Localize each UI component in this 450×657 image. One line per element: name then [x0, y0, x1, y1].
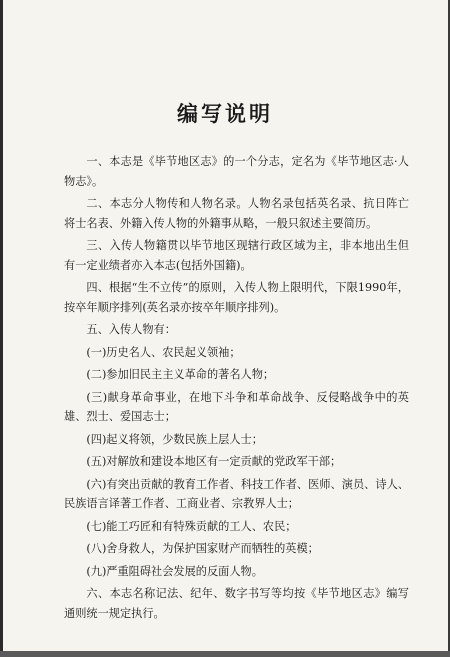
- paragraph-1: 一、本志是《毕节地区志》的一个分志，定名为《毕节地区志·人物志》。: [64, 155, 409, 188]
- list-item-4: (四)起义将领，少数民族上层人士；: [86, 432, 263, 446]
- document-body: [64, 152, 409, 626]
- page-title: 编写说明: [177, 102, 273, 126]
- paragraph-2: 二、本志分人物传和人物名录。人物名录包括英名录、抗日阵亡将士名表、外籍入传人物的外籍事从略，一般只叙述主要简历。: [64, 197, 409, 230]
- list-item-3: (三)献身革命事业，在地下斗争和革命战争、反侵略战争中的英雄、烈士、爱国志士；: [64, 390, 409, 423]
- page-bottom-edge: [0, 651, 450, 657]
- paragraph-closing: 六、本志名称记法、纪年、数字书写等均按《毕节地区志》编写通则统一规定执行。: [64, 587, 409, 620]
- list-item-6: (六)有突出贡献的教育工作者、科技工作者、医师、演员、诗人、民族语言译著工作者、工商业者、宗教界人士；: [64, 477, 409, 510]
- list-item-7: (七)能工巧匠和有特殊贡献的工人、农民；: [86, 519, 297, 533]
- paragraph-4: 四、根据“生不立传”的原则，入传人物上限明代，下限1990年，按卒年顺序排列(英名录亦按卒年顺序排列)。: [64, 281, 409, 314]
- paragraph-3: 三、入传人物籍贯以毕节地区现辖行政区域为主，非本地出生但有一定业绩者亦入本志(包括外国籍)。: [64, 239, 409, 272]
- paragraph-5: 五、入传人物有：: [86, 323, 176, 336]
- list-item-5: (五)对解放和建设本地区有一定贡献的党政军干部；: [86, 455, 342, 468]
- list-item-9: (九)严重阻碍社会发展的反面人物。: [86, 564, 263, 578]
- list-item-8: (八)舍身救人，为保护国家财产而牺牲的英模；: [86, 542, 319, 555]
- list-item-2: (二)参加旧民主主义革命的著名人物；: [86, 368, 275, 381]
- list-item-1: (一)历史名人、农民起义领袖；: [86, 345, 241, 359]
